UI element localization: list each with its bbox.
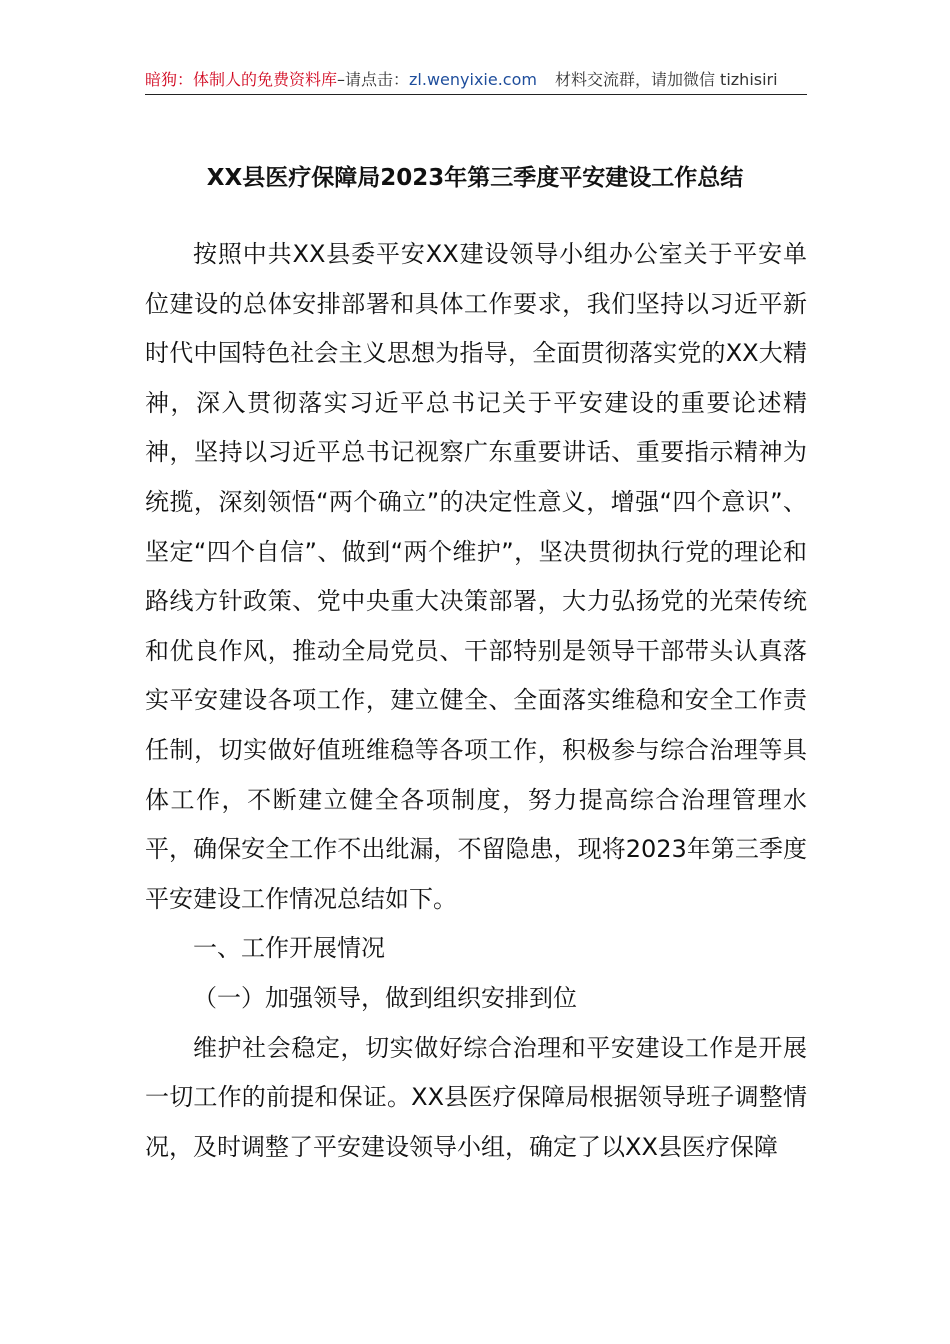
- resource-link[interactable]: zl.wenyixie.com: [409, 70, 537, 89]
- subsection-heading: （一）加强领导，做到组织安排到位: [193, 983, 577, 1012]
- intro-paragraph: 按照中共XX县委平安XX建设领导小组办公室关于平安单位建设的总体安排部署和具体工作要求，我们坚持以习近平新时代中国特色社会主义思想为指导，全面贯彻落实党的XX大精神，深入贯彻落实习近平总书记关于平安建设的重要论述精神，坚持以习近平总书记视察广东重要讲话、重要指示精神为统揽，深刻领悟“两个确立”的决定性意义，增强“四个意识”、坚定“四个自信”、做到“两个维护”，坚决贯彻执行党的理论和路线方针政策、党中央重大决策部署，大力弘扬党的光荣传统和优良作风，推动全局党员、干部特别是领导干部带头认真落实平安建设各项工作，建立健全、全面落实维稳和安全工作责任制，切实做好值班维稳等各项工作，积极参与综合治理等具体工作，不断建立健全各项制度，努力提高综合治理管理水平，确保安全工作不出纰漏，不留隐患，现将2023年第三季度平安建设工作情况总结如下。: [145, 240, 807, 913]
- body-paragraph: 维护社会稳定，切实做好综合治理和平安建设工作是开展一切工作的前提和保证。XX县医疗保障局根据领导班子调整情况，及时调整了平安建设领导小组，确定了以XX县医疗保障: [145, 1033, 807, 1161]
- document-title: XX县医疗保障局2023年第三季度平安建设工作总结: [206, 165, 744, 191]
- section-heading: 一、工作开展情况: [193, 934, 385, 963]
- promo-text: 暗狗：体制人的免费资料库: [145, 70, 338, 89]
- header-banner: [145, 66, 807, 95]
- contact-text: 材料交流群，请加微信 tizhisiri: [554, 70, 778, 89]
- document-body: [145, 230, 807, 1172]
- click-prompt-text: –请点击：: [337, 70, 410, 89]
